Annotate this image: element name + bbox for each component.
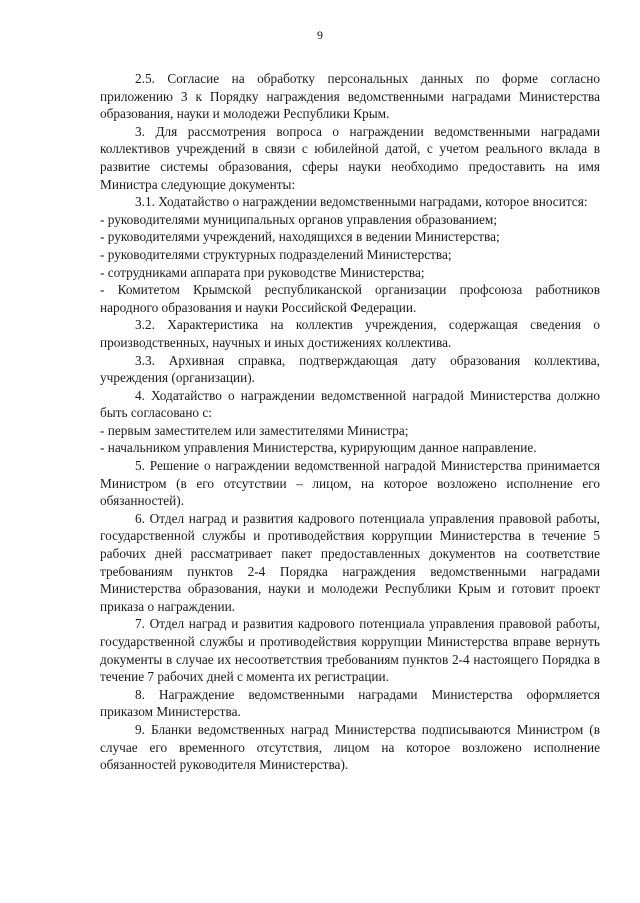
list-item: - руководителями учреждений, находящихся в ведении Министерства; bbox=[100, 229, 500, 245]
paragraph-6: 6. Отдел наград и развития кадрового потенциала управления правовой работы, государственной службы и противодействия коррупции Министерства в течение 5 рабочих дней рассматривает пакет предоставленных документов на соответствие требованиям пунктов 2-4 Порядка награждения ведомственными наградами Министерства образования, науки и молодежи Республики Крым и готовит проект приказа о награждении. bbox=[100, 510, 600, 614]
page-number: 9 bbox=[317, 28, 323, 42]
paragraph-3-3: 3.3. Архивная справка, подтверждающая дату образования коллектива, учреждения (организации). bbox=[100, 352, 600, 386]
paragraph-5: 5. Решение о награждении ведомственной наградой Министерства принимается Министром (в его отсутствии – лицом, на которое возложено исполнение его обязанностей). bbox=[100, 458, 600, 509]
paragraph-3-1: 3.1. Ходатайство о награждении ведомственными наградами, которое вносится: bbox=[135, 194, 588, 210]
list-item: - руководителями структурных подразделений Министерства; bbox=[100, 246, 452, 262]
paragraph-9: 9. Бланки ведомственных наград Министерства подписываются Министром (в случае его временного отсутствия, лицом на которое возложено исполнение обязанностей руководителя Министерства). bbox=[100, 721, 600, 773]
paragraph-2-5: 2.5. Согласие на обработку персональных данных по форме согласно приложению 3 к Порядку награждения ведомственными наградами Министерства образования, науки и молодежи Республики Крым. bbox=[100, 71, 600, 122]
list-item: - первым заместителем или заместителями Министра; bbox=[100, 422, 409, 438]
list-item: - начальником управления Министерства, курирующим данное направление. bbox=[100, 440, 537, 456]
paragraph-4: 4. Ходатайство о награждении ведомственной наградой Министерства должно быть согласовано с: bbox=[100, 387, 600, 421]
paragraph-3: 3. Для рассмотрения вопроса о награждении ведомственными наградами коллективов учреждений в связи с юбилейной датой, с учетом реального вклада в развитие системы образования, сферы науки необходимо предоставить на имя Министра следующие документы: bbox=[100, 123, 600, 192]
paragraph-7: 7. Отдел наград и развития кадрового потенциала управления правовой работы, государственной службы и противодействия коррупции Министерства вправе вернуть документы в случае их несоответствия требованиям пунктов 2-4 настоящего Порядка в течение 7 рабочих дней с момента их регистрации. bbox=[100, 616, 600, 685]
paragraph-8: 8. Награждение ведомственными наградами Министерства оформляется приказом Министерства. bbox=[100, 686, 600, 720]
document-body bbox=[100, 70, 600, 774]
list-item: - руководителями муниципальных органов управления образованием; bbox=[100, 211, 498, 227]
list-item: - Комитетом Крымской республиканской организации профсоюза работников народного образования и науки Российской Федерации. bbox=[100, 282, 600, 315]
list-item: - сотрудниками аппарата при руководстве Министерства; bbox=[100, 264, 425, 280]
paragraph-3-2: 3.2. Характеристика на коллектив учреждения, содержащая сведения о производственных, научных и иных достижениях коллектива. bbox=[100, 317, 600, 350]
